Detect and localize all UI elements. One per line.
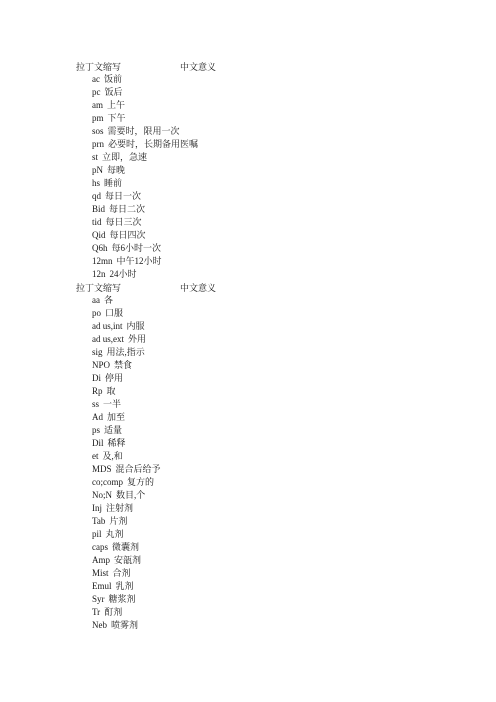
abbr: MDS — [92, 464, 112, 474]
list-item — [92, 385, 116, 398]
abbr: pil — [92, 529, 102, 539]
list-item — [92, 463, 161, 476]
meaning: 外用 — [128, 334, 147, 344]
list-item — [92, 580, 134, 593]
meaning: 合剂 — [112, 568, 131, 578]
list-item — [92, 320, 145, 333]
meaning: 下午 — [107, 113, 126, 123]
abbr: Syr — [92, 594, 105, 604]
meaning: 饭前 — [104, 74, 123, 84]
abbr: Bid — [92, 204, 106, 214]
section1-header-chinese: 中文意义 — [180, 62, 217, 72]
abbr: sos — [92, 126, 104, 136]
abbr: Tab — [92, 516, 106, 526]
abbr: Emul — [92, 581, 112, 591]
section1-header-latin: 拉丁文缩写 — [76, 62, 122, 72]
list-item — [92, 307, 123, 320]
abbr: Dil — [92, 438, 104, 448]
abbr: sig — [92, 347, 103, 357]
meaning: 必要时，长期备用医嘱 — [108, 139, 199, 149]
list-item — [92, 346, 145, 359]
meaning: 上午 — [107, 100, 126, 110]
meaning: 混合后给予 — [115, 464, 161, 474]
meaning: 乳剂 — [115, 581, 134, 591]
meaning: 酊剂 — [104, 607, 123, 617]
list-item — [92, 203, 145, 216]
meaning: 立即，急速 — [102, 152, 148, 162]
abbr: No;N — [92, 490, 112, 500]
meaning: 24小时 — [109, 269, 137, 279]
list-item — [92, 541, 139, 554]
list-item — [92, 424, 122, 437]
meaning: 数目,个 — [116, 490, 146, 500]
meaning: 每日一次 — [105, 191, 142, 201]
abbr: NPO — [92, 360, 111, 370]
abbr: Neb — [92, 620, 107, 630]
abbr: Amp — [92, 555, 110, 565]
list-item — [92, 437, 126, 450]
abbr: ad us,ext — [92, 334, 124, 344]
abbr: Di — [92, 373, 101, 383]
section2-header-chinese: 中文意义 — [180, 283, 217, 293]
abbr: pN — [92, 165, 103, 175]
meaning: 每日四次 — [109, 230, 146, 240]
list-item — [92, 593, 136, 606]
abbr: co;comp — [92, 477, 123, 487]
meaning: 需要时，限用一次 — [107, 126, 180, 136]
abbr: Q6h — [92, 243, 108, 253]
abbr: st — [92, 152, 99, 162]
list-item — [92, 294, 113, 307]
list-item — [92, 177, 122, 190]
meaning: 稀释 — [107, 438, 126, 448]
abbr: 12mn — [92, 256, 113, 266]
list-item — [92, 242, 161, 255]
list-item — [92, 619, 138, 632]
abbr: ad us,int — [92, 321, 123, 331]
meaning: 内服 — [126, 321, 145, 331]
abbr: Mist — [92, 568, 109, 578]
meaning: 每6小时一次 — [111, 243, 162, 253]
meaning: 每晚 — [107, 165, 126, 175]
list-item — [92, 398, 121, 411]
abbr: Qid — [92, 230, 106, 240]
list-item — [92, 151, 147, 164]
meaning: 饭后 — [104, 87, 123, 97]
abbr: caps — [92, 542, 108, 552]
list-item — [92, 567, 131, 580]
meaning: 一半 — [103, 399, 122, 409]
meaning: 适量 — [104, 425, 123, 435]
meaning: 复方的 — [127, 477, 155, 487]
meaning: 口服 — [105, 308, 124, 318]
abbr: pc — [92, 87, 101, 97]
list-item — [92, 450, 123, 463]
abbr: am — [92, 100, 103, 110]
meaning: 注射剂 — [106, 503, 134, 513]
abbr: Tr — [92, 607, 101, 617]
meaning: 加至 — [107, 412, 126, 422]
list-item — [92, 372, 123, 385]
list-item — [92, 502, 133, 515]
meaning: 糖浆剂 — [108, 594, 136, 604]
meaning: 微囊剂 — [112, 542, 140, 552]
abbr: po — [92, 308, 101, 318]
meaning: 片剂 — [109, 516, 128, 526]
list-item — [92, 515, 127, 528]
list-item — [92, 359, 132, 372]
abbr: Inj — [92, 503, 102, 513]
list-item — [92, 164, 125, 177]
meaning: 中午12小时 — [116, 256, 162, 266]
meaning: 取 — [106, 386, 116, 396]
meaning: 及,和 — [102, 451, 123, 461]
abbr: 12n — [92, 269, 106, 279]
list-item — [92, 73, 122, 86]
list-item — [92, 606, 122, 619]
abbr: Ad — [92, 412, 103, 422]
list-item — [92, 255, 162, 268]
meaning: 丸剂 — [105, 529, 124, 539]
list-item — [92, 86, 123, 99]
section2-header-latin: 拉丁文缩写 — [76, 283, 122, 293]
meaning: 安瓿剂 — [114, 555, 142, 565]
list-item — [92, 190, 141, 203]
abbr: tid — [92, 217, 102, 227]
meaning: 停用 — [105, 373, 124, 383]
abbr: Rp — [92, 386, 103, 396]
list-item — [92, 268, 137, 281]
abbr: hs — [92, 178, 101, 188]
list-item — [92, 112, 126, 125]
abbr: qd — [92, 191, 101, 201]
abbr: ps — [92, 425, 101, 435]
meaning: 每日二次 — [109, 204, 146, 214]
list-item — [92, 489, 145, 502]
list-item — [92, 476, 154, 489]
list-item — [92, 528, 124, 541]
list-item — [92, 125, 180, 138]
meaning: 喷雾剂 — [111, 620, 139, 630]
list-item — [92, 99, 125, 112]
abbr: pm — [92, 113, 104, 123]
abbr: et — [92, 451, 99, 461]
list-item — [92, 229, 146, 242]
meaning: 每日三次 — [105, 217, 142, 227]
abbr: prn — [92, 139, 104, 149]
list-item — [92, 554, 141, 567]
meaning: 各 — [104, 295, 114, 305]
list-item — [92, 216, 142, 229]
abbr: ac — [92, 74, 100, 84]
list-item — [92, 411, 125, 424]
list-item — [92, 333, 146, 346]
meaning: 禁食 — [114, 360, 133, 370]
abbr: ss — [92, 399, 100, 409]
meaning: 用法,指示 — [106, 347, 145, 357]
list-item — [92, 138, 198, 151]
abbr: aa — [92, 295, 100, 305]
meaning: 睡前 — [104, 178, 123, 188]
